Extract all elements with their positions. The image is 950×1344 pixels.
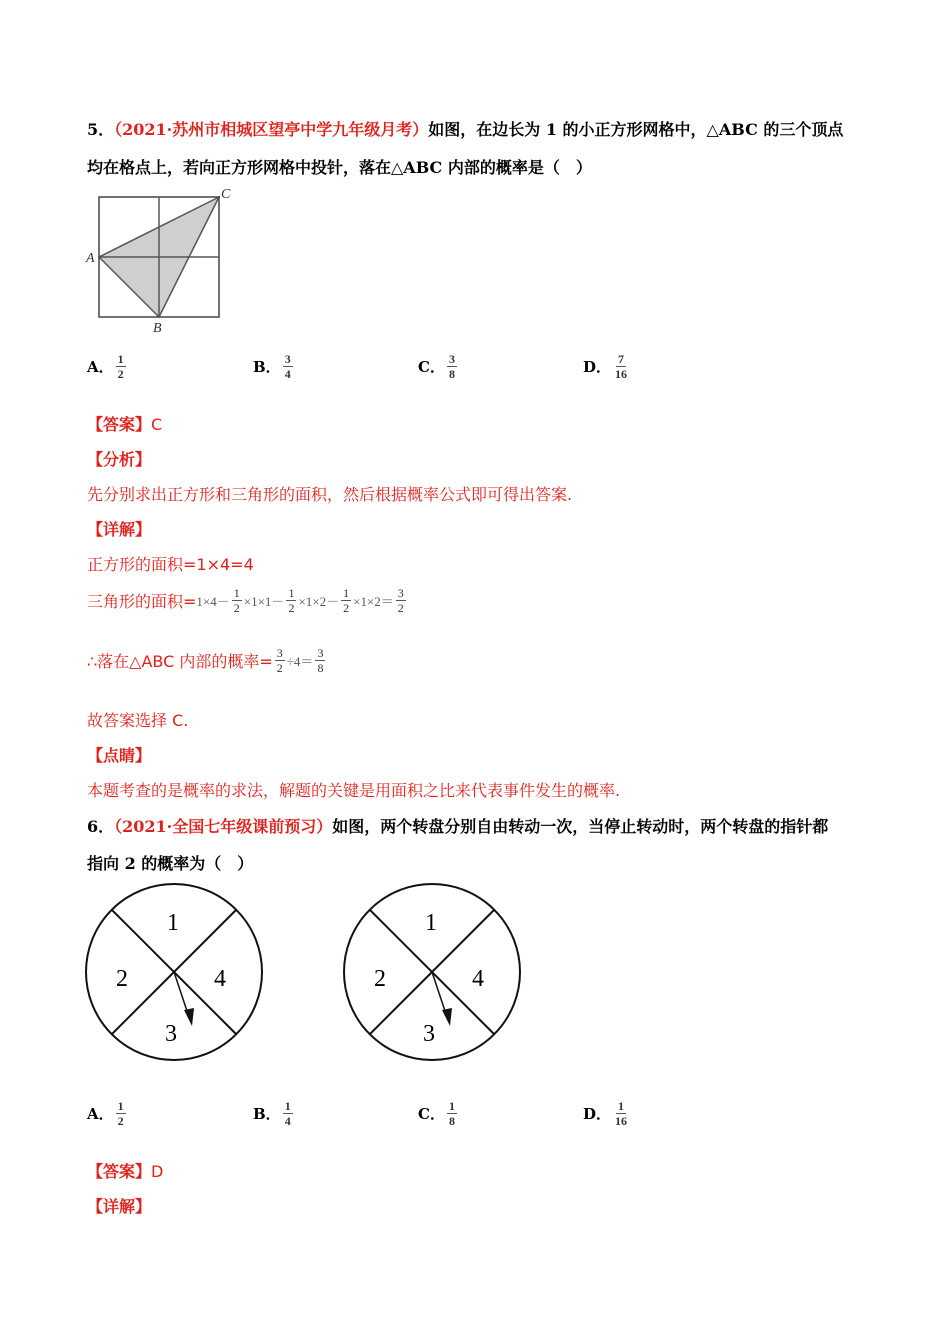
label-b: B: [153, 321, 162, 336]
spinner-left: [84, 882, 268, 1066]
math-text: ×1×2＝: [353, 594, 394, 609]
q5-detail-line4: 故答案选择 C.: [87, 711, 189, 730]
q5-answer: [87, 412, 162, 435]
option-fraction: $\frac{3}{8}$: [448, 352, 455, 381]
q5-comment-label: 【点睛】: [87, 746, 152, 765]
option-fraction: $\frac{1}{4}$: [284, 1099, 291, 1128]
math-text: ×1×2－: [298, 594, 340, 609]
q6-option-a[interactable]: [87, 1099, 128, 1128]
answer-value: C: [151, 415, 163, 434]
spinner-right: [342, 882, 526, 1066]
line2-prefix: 三角形的面积=: [87, 592, 197, 611]
option-letter: A．: [87, 358, 114, 376]
sector-3: 3: [423, 1021, 435, 1047]
sector-4: 4: [214, 966, 226, 992]
option-fraction: $\frac{1}{2}$: [117, 1099, 124, 1128]
answer-value: D: [151, 1162, 164, 1181]
q6-answer: [87, 1159, 163, 1182]
option-letter: B．: [253, 358, 281, 376]
option-letter: C．: [418, 1105, 445, 1123]
q5-analysis-label: 【分析】: [87, 450, 152, 469]
sector-2: 2: [116, 966, 128, 992]
answer-label: 【答案】: [87, 415, 152, 434]
line3-prefix: ∴落在△ABC 内部的概率=: [87, 652, 273, 671]
q5-detail-line3: [87, 646, 327, 675]
q6-line1: [87, 814, 828, 837]
math-fraction: $\frac{1}{2}$: [343, 586, 350, 615]
q6-detail-label: 【详解】: [87, 1197, 152, 1216]
q6-option-c[interactable]: [418, 1099, 459, 1128]
option-letter: D．: [583, 358, 612, 376]
q5-option-a[interactable]: [87, 352, 128, 381]
option-letter: D．: [583, 1105, 612, 1123]
sector-3: 3: [165, 1021, 177, 1047]
math-fraction: $\frac{1}{2}$: [233, 586, 240, 615]
label-c: C: [221, 187, 231, 202]
option-letter: C．: [418, 358, 445, 376]
q5-analysis-text: 先分别求出正方形和三角形的面积，然后根据概率公式即可得出答案.: [87, 485, 573, 504]
pointer-arrowhead: [184, 1008, 194, 1026]
math-text: ÷4＝: [286, 654, 314, 669]
q5-line1: [87, 117, 843, 140]
q5-comment-text: 本题考查的是概率的求法，解题的关键是用面积之比来代表事件发生的概率.: [87, 781, 621, 800]
q6-number: 6．: [87, 817, 115, 836]
q6-text-line1: 如图，两个转盘分别自由转动一次，当停止转动时，两个转盘的指针都: [332, 817, 829, 836]
q5-text-line1: 如图，在边长为 1 的小正方形网格中，△ABC 的三个顶点: [428, 120, 844, 139]
q6-source: （2021·全国七年级课前预习）: [114, 817, 333, 836]
q5-text-line2: 均在格点上，若向正方形网格中投针，落在△ABC 内部的概率是（ ）: [87, 158, 592, 177]
q5-detail-line2: [87, 586, 408, 615]
sector-1: 1: [425, 910, 437, 936]
option-letter: B．: [253, 1105, 281, 1123]
math-fraction: $\frac{3}{2}$: [397, 586, 404, 615]
sector-4: 4: [472, 966, 484, 992]
q6-text-line2: 指向 2 的概率为（ ）: [87, 854, 254, 873]
answer-label: 【答案】: [87, 1162, 152, 1181]
q5-option-b[interactable]: [253, 352, 295, 381]
q5-grid-figure: [84, 185, 234, 337]
option-fraction: $\frac{1}{2}$: [117, 352, 124, 381]
q5-detail-label: 【详解】: [87, 520, 152, 539]
sector-1: 1: [167, 910, 179, 936]
math-fraction: $\frac{1}{2}$: [288, 586, 295, 615]
q5-source: （2021·苏州市相城区望亭中学九年级月考）: [114, 120, 429, 139]
sector-2: 2: [374, 966, 386, 992]
math-text: 1×4－: [196, 594, 230, 609]
option-fraction: $\frac{1}{16}$: [615, 1099, 628, 1128]
q6-option-b[interactable]: [253, 1099, 295, 1128]
math-fraction: $\frac{3}{8}$: [317, 646, 324, 675]
q5-number: 5．: [87, 120, 115, 139]
q6-option-d[interactable]: [583, 1099, 631, 1128]
q5-option-c[interactable]: [418, 352, 459, 381]
pointer-arrowhead: [442, 1008, 452, 1026]
math-text: ×1×1－: [243, 594, 285, 609]
option-fraction: $\frac{3}{4}$: [284, 352, 291, 381]
q5-option-d[interactable]: [583, 352, 631, 381]
option-letter: A．: [87, 1105, 114, 1123]
math-fraction: $\frac{3}{2}$: [276, 646, 283, 675]
option-fraction: $\frac{1}{8}$: [448, 1099, 455, 1128]
option-fraction: $\frac{7}{16}$: [615, 352, 628, 381]
label-a: A: [86, 251, 95, 266]
q5-detail-line1: 正方形的面积=1×4=4: [87, 555, 254, 574]
